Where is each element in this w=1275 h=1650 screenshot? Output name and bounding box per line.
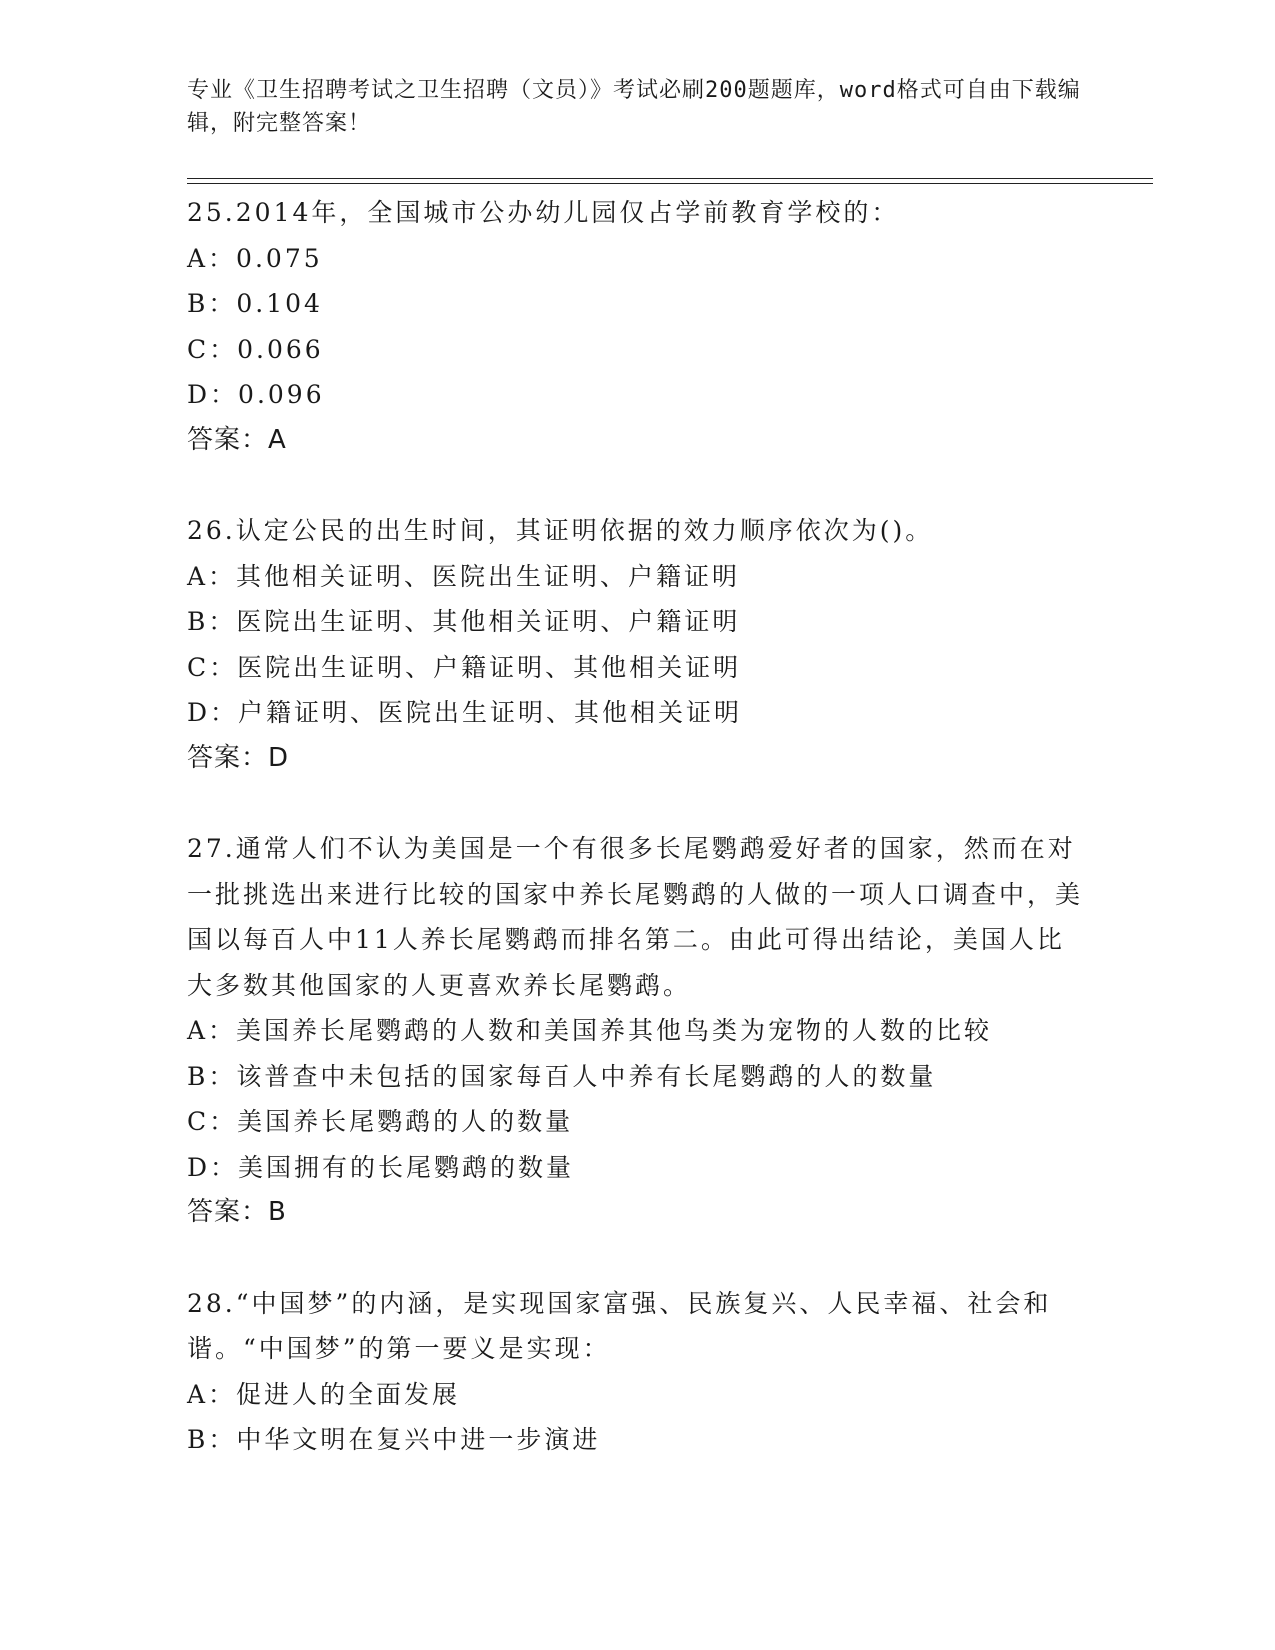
option-a: A：其他相关证明、医院出生证明、户籍证明 [187, 561, 741, 591]
option-c: C：美国养长尾鹦鹉的人的数量 [187, 1107, 574, 1136]
question-stem: 25.2014年，全国城市公办幼儿园仅占学前教育学校的： [187, 198, 900, 227]
question-list [187, 190, 1087, 1463]
option-a: A：0.075 [187, 243, 323, 273]
document-header: 专业《卫生招聘考试之卫生招聘（文员）》考试必刷200题题库，word格式可自由下载编辑，附完整答案！ [187, 78, 1081, 136]
option-c: C：0.066 [187, 334, 324, 364]
option-b: B：该普查中未包括的国家每百人中养有长尾鹦鹉的人的数量 [187, 1061, 937, 1091]
question-stem: 28.“中国梦”的内涵，是实现国家富强、民族复兴、人民幸福、社会和谐。“中国梦”的第一要义是实现： [187, 1288, 1052, 1363]
option-c: C：医院出生证明、户籍证明、其他相关证明 [187, 652, 742, 682]
option-b: B：医院出生证明、其他相关证明、户籍证明 [187, 607, 741, 636]
question-25 [187, 190, 1087, 463]
question-stem: 26.认定公民的出生时间，其证明依据的效力顺序依次为()。 [187, 516, 934, 545]
option-b: B：0.104 [187, 289, 323, 318]
option-d: D：0.096 [187, 380, 325, 409]
option-a: A：美国养长尾鹦鹉的人数和美国养其他鸟类为宠物的人数的比较 [187, 1016, 993, 1045]
question-26 [187, 508, 1087, 781]
option-d: D：美国拥有的长尾鹦鹉的数量 [187, 1152, 575, 1182]
answer: 答案：B [187, 1197, 287, 1227]
question-28 [187, 1281, 1087, 1463]
header-divider-bottom [187, 183, 1153, 184]
question-27 [187, 826, 1087, 1236]
option-b: B：中华文明在复兴中进一步演进 [187, 1425, 601, 1454]
option-a: A：促进人的全面发展 [187, 1379, 461, 1409]
option-d: D：户籍证明、医院出生证明、其他相关证明 [187, 698, 743, 727]
answer: 答案：D [187, 742, 290, 773]
header-divider-top [187, 178, 1153, 179]
answer: 答案：A [187, 424, 287, 455]
question-stem: 27.通常人们不认为美国是一个有很多长尾鹦鹉爱好者的国家，然而在对一批挑选出来进行比较的国家中养长尾鹦鹉的人做的一项人口调查中，美国以每百人中11人养长尾鹦鹉而排名第二。由此可得出结论，美国人比大多数其他国家的人更喜欢养长尾鹦鹉。 [187, 834, 1084, 1000]
